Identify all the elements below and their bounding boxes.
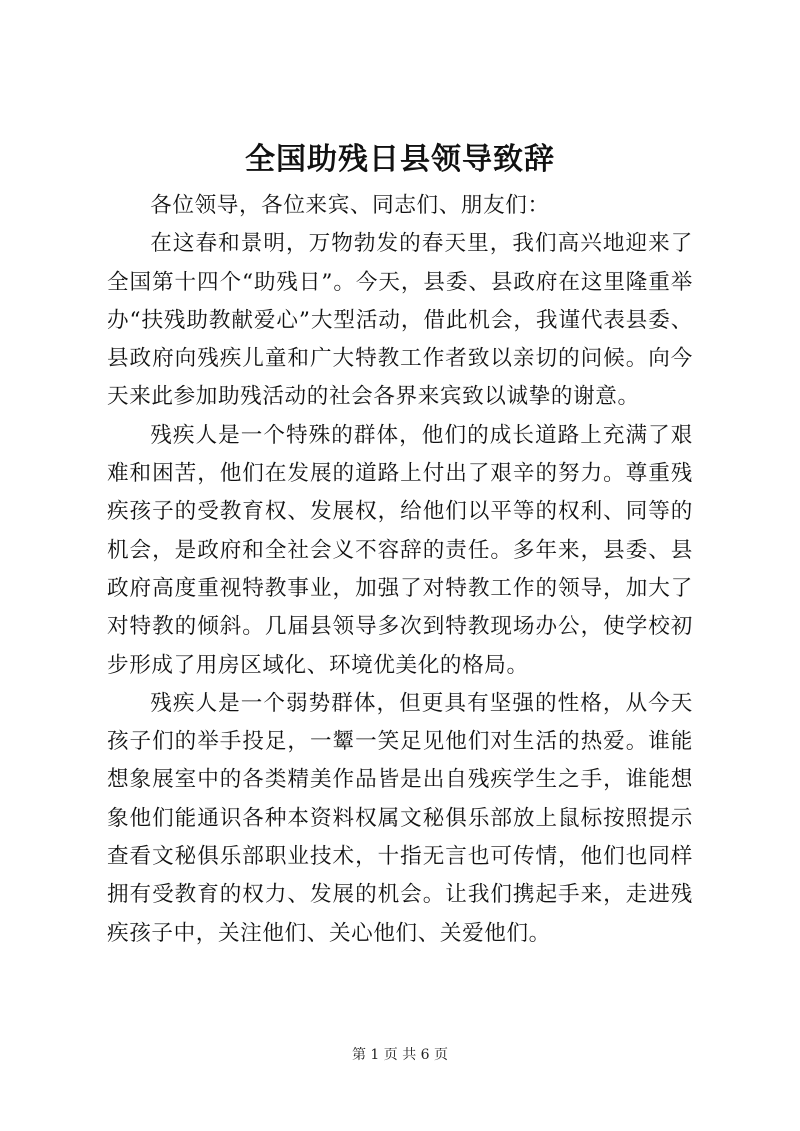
- body-paragraph-3: 残疾人是一个弱势群体，但更具有坚强的性格，从今天孩子们的举手投足，一颦一笑足见他们对生活的热爱。谁能想象展室中的各类精美作品皆是出自残疾学生之手，谁能想象他们能通识各种本资料权属文秘俱乐部放上鼠标按照提示查看文秘俱乐部职业技术，十指无言也可传情，他们也同样拥有受教育的权力、发展的机会。让我们携起手来，走进残疾孩子中，关注他们、关心他们、关爱他们。: [107, 690, 693, 946]
- body-paragraph-2: 残疾人是一个特殊的群体，他们的成长道路上充满了艰难和困苦，他们在发展的道路上付出了艰辛的努力。尊重残疾孩子的受教育权、发展权，给他们以平等的权利、同等的机会，是政府和全社会义不容辞的责任。多年来，县委、县政府高度重视特教事业，加强了对特教工作的领导，加大了对特教的倾斜。几届县领导多次到特教现场办公，使学校初步形成了用房区域化、环境优美化的格局。: [107, 422, 693, 678]
- page-footer: 第 1 页 共 6 页: [351, 1047, 449, 1063]
- document-title: 全国助残日县领导致辞: [245, 142, 555, 177]
- body-paragraph-1: 在这春和景明，万物勃发的春天里，我们高兴地迎来了全国第十四个“助残日”。今天，县委、县政府在这里隆重举办“扶残助教献爱心”大型活动，借此机会，我谨代表县委、县政府向残疾儿童和广大特教工作者致以亲切的问候。向今天来此参加助残活动的社会各界来宾致以诚挚的谢意。: [107, 231, 693, 410]
- salutation-paragraph: 各位领导，各位来宾、同志们、朋友们：: [150, 193, 550, 218]
- document-body: [107, 187, 693, 953]
